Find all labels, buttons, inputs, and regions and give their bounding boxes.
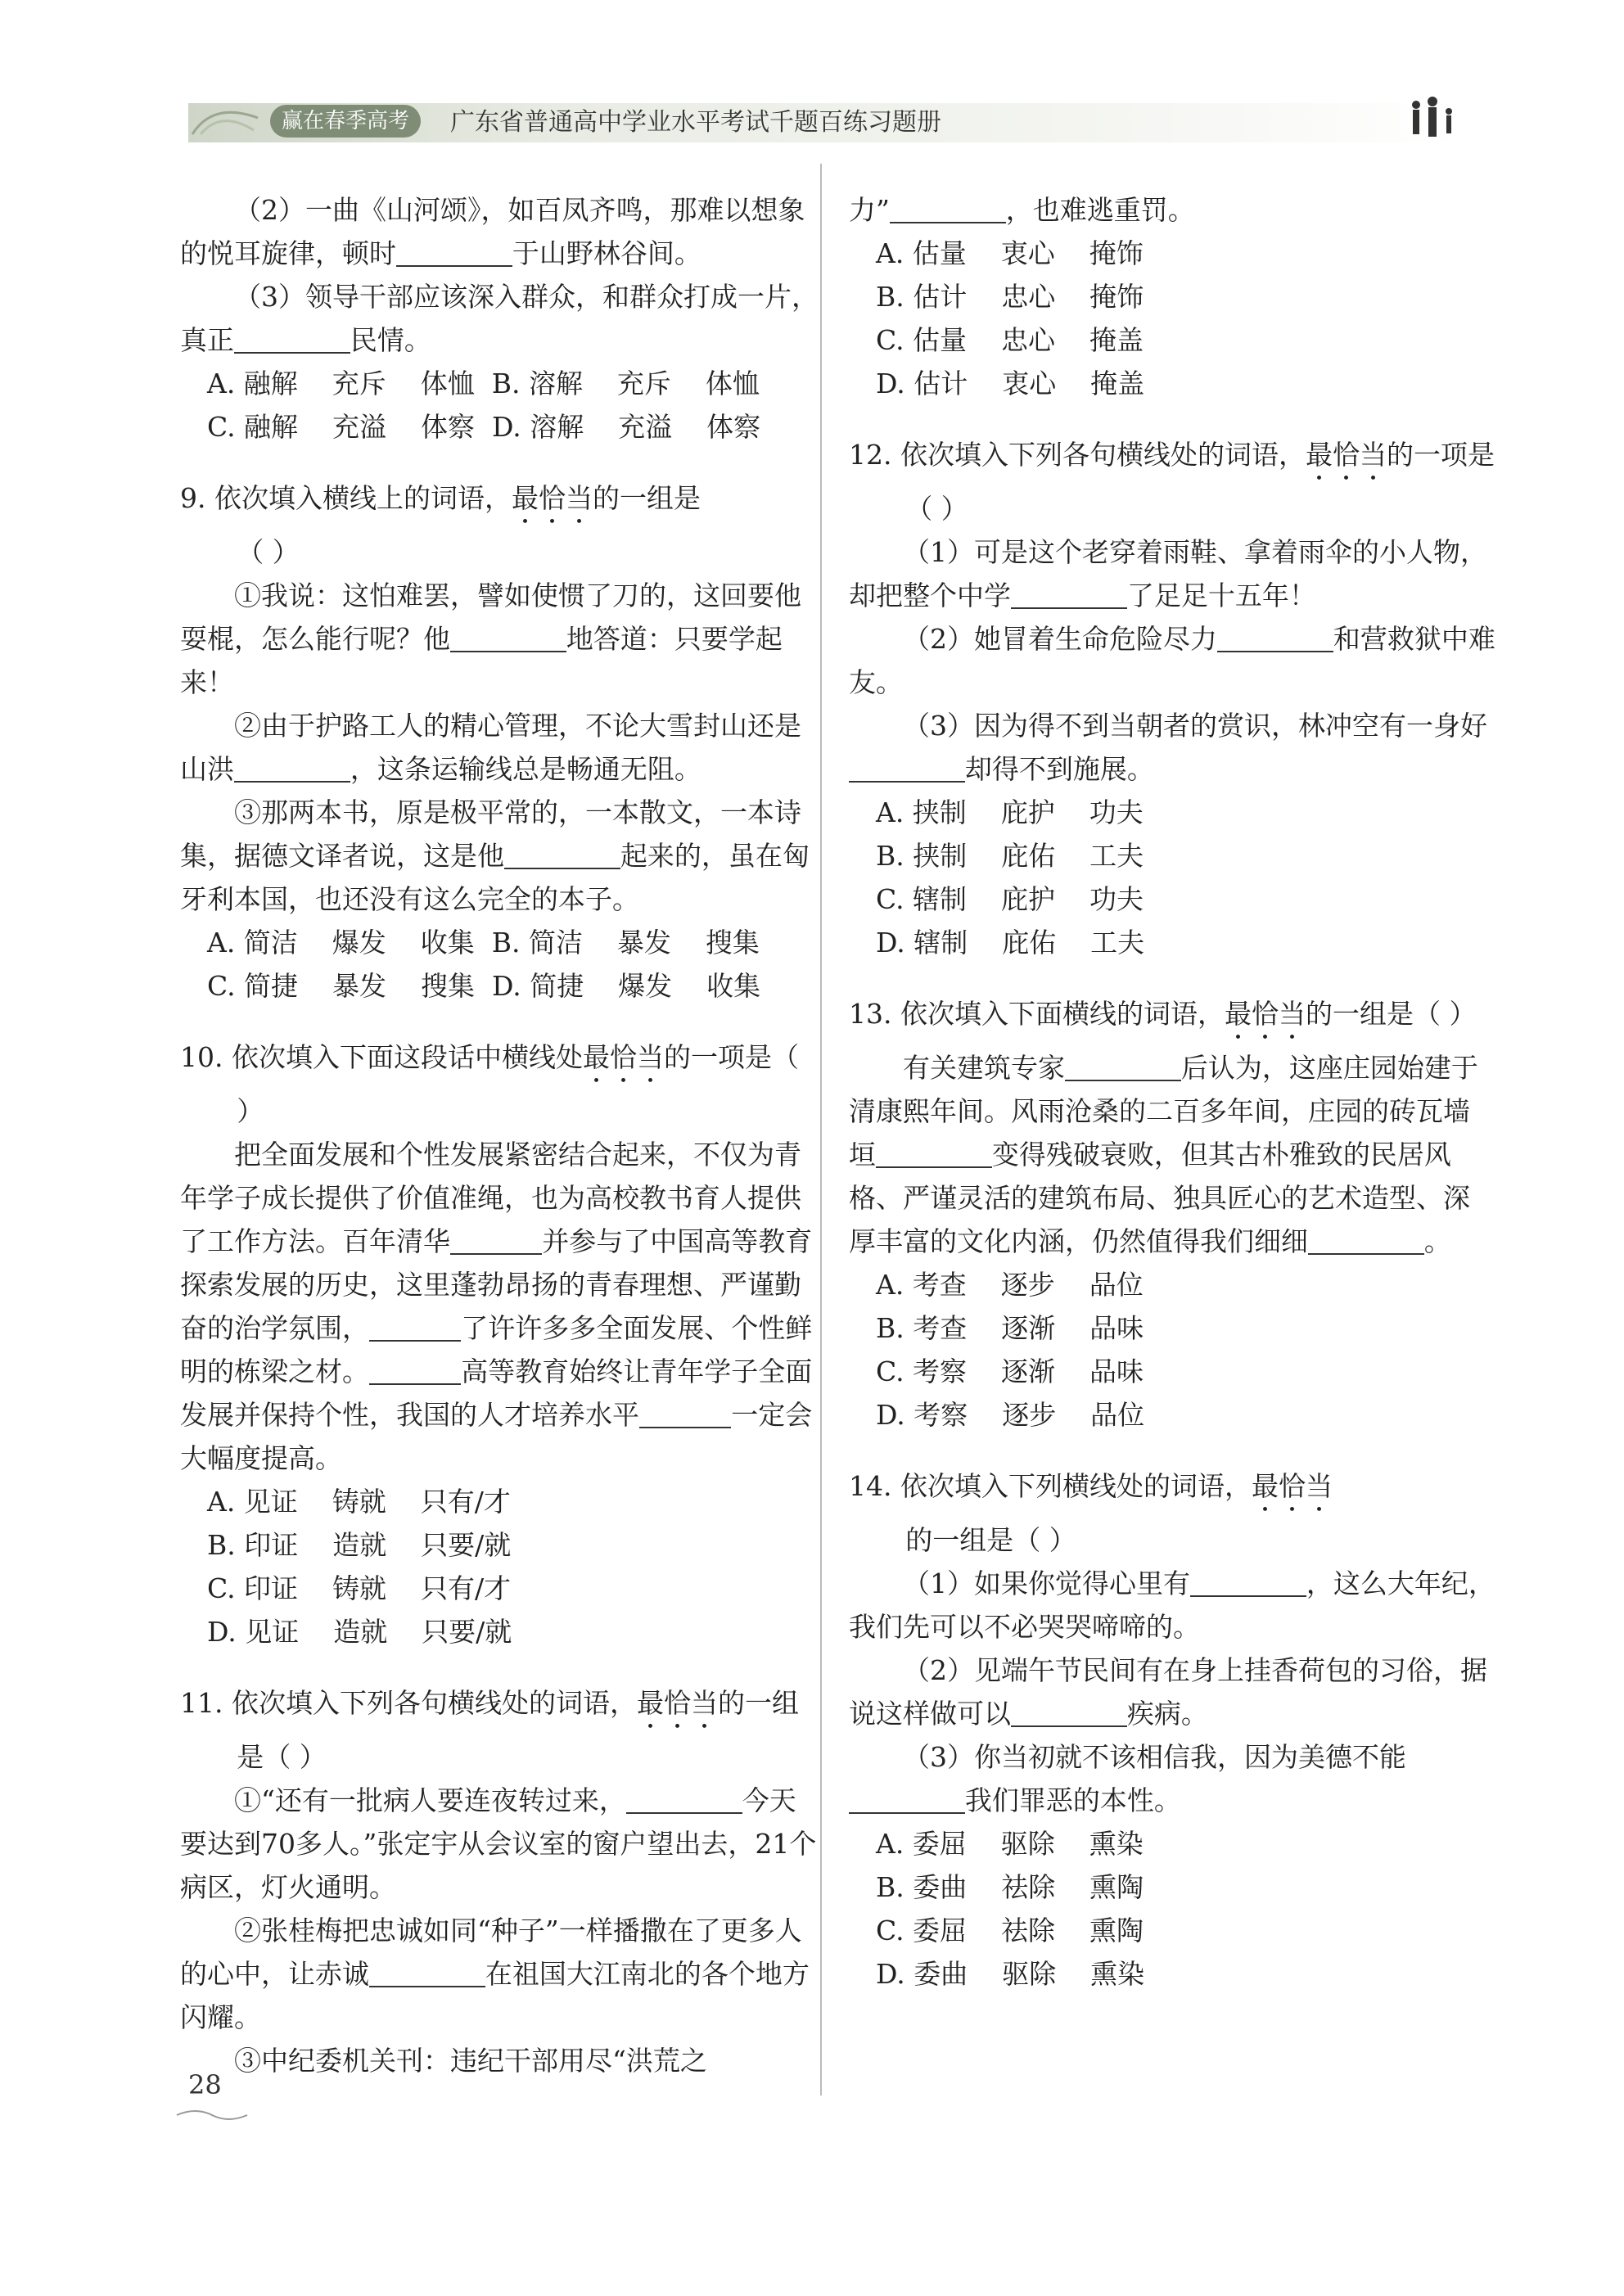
column-divider: [820, 164, 822, 2095]
q12-option-c: C. 辖制 庇护 功夫: [876, 883, 1144, 915]
page-header: [188, 97, 1465, 142]
q14-sentence-1: （1）如果你觉得心里有 ，这么大年纪，我们先可以不必哭哭啼啼的。: [849, 1568, 1495, 1643]
q13-stem: 13. 依次填入下面横线的词语，最恰当的一组是（ ）: [849, 998, 1477, 1030]
q13-passage: 有关建筑专家 后认为，这座庄园始建于清康熙年间。风雨沧桑的二百多年间，庄园的砖瓦墙垣 变得残破衰败，但其古朴雅致的民居风格、严谨灵活的建筑布局、独具匠心的艺术造型、深厚丰富的文化内涵，仍然值得我们细细 。: [849, 1052, 1478, 1257]
q14-sentence-2: （2）见端午节民间有在身上挂香荷包的习俗，据说这样做可以 疾病。: [849, 1654, 1487, 1730]
header-badge: 赢在春季高考: [270, 105, 421, 138]
q14-option-d: D. 委曲 驱除 熏染: [876, 1958, 1145, 1990]
q11-sentence-2: ②张桂梅把忠诚如同“种子”一样播撒在了更多人的心中，让赤诚 在祖国大江南北的各个地方闪耀。: [180, 1915, 810, 2033]
q12-sentence-1: （1）可是这个老穿着雨鞋、拿着雨伞的小人物，却把整个中学 了足足十五年！: [849, 536, 1487, 611]
q10-option-b: B. 印证 造就 只要/就: [207, 1529, 512, 1561]
q12-option-a: A. 挟制 庇护 功夫: [876, 796, 1144, 828]
q8-options-cd: C. 融解 充溢 体察 D. 溶解 充溢 体察: [207, 411, 761, 443]
q13-option-d: D. 考察 逐步 品位: [876, 1399, 1145, 1431]
q14-sentence-3: （3）你当初就不该相信我，因为美德不能我们罪恶的本性。: [849, 1735, 1495, 1822]
q12-stem: 12. 依次填入下列各句横线处的词语，最恰当的一项是（ ）: [849, 439, 1495, 525]
q11-sentence-3: ③中纪委机关刊：违纪干部用尽“洪荒之: [234, 2045, 707, 2077]
q11-option-c: C. 估量 忠心 掩盖: [876, 324, 1144, 356]
q9-options-ab: A. 简洁 爆发 收集 B. 简洁 暴发 搜集: [207, 927, 760, 959]
q8-options-ab: A. 融解 充斥 体恤 B. 溶解 充斥 体恤: [207, 368, 760, 399]
q9-sentence-1: ①我说：这怕难罢，譬如使惯了刀的，这回要他耍棍，怎么能行呢？他 地答道：只要学起来！: [180, 580, 801, 698]
q11-continuation: 力” ，也难逃重罚。: [849, 194, 1195, 226]
q11-option-d: D. 估计 衷心 掩盖: [876, 368, 1145, 399]
q12-option-d: D. 辖制 庇佑 工夫: [876, 927, 1145, 959]
q13-option-b: B. 考查 逐渐 品味: [876, 1312, 1144, 1344]
header-title: 广东省普通高中学业水平考试千题百练习题册: [450, 108, 941, 137]
q13-option-c: C. 考察 逐渐 品味: [876, 1355, 1144, 1387]
q9-options-cd: C. 简捷 暴发 搜集 D. 简捷 爆发 收集: [207, 970, 761, 1002]
q12-sentence-3: （3）因为得不到当朝者的赏识，林冲空有一身好却得不到施展。: [849, 704, 1495, 791]
q13-option-a: A. 考查 逐步 品位: [876, 1269, 1144, 1301]
leaves-icon: [188, 93, 262, 142]
q10-option-d: D. 见证 造就 只要/就: [207, 1616, 512, 1648]
q14-option-a: A. 委屈 驱除 熏染: [876, 1828, 1144, 1860]
q14-option-c: C. 委屈 祛除 熏陶: [876, 1915, 1144, 1946]
q8-item-3: （3）领导干部应该深入群众，和群众打成一片，真正 民情。: [180, 281, 819, 356]
left-column: [180, 188, 819, 2082]
q11-stem: 11. 依次填入下列各句横线处的词语，最恰当的一组是（ ）: [180, 1687, 799, 1773]
q10-stem: 10. 依次填入下面这段话中横线处最恰当的一项是（ ）: [180, 1041, 799, 1127]
q10-option-c: C. 印证 铸就 只有/才: [207, 1572, 512, 1604]
q10-passage: 把全面发展和个性发展紧密结合起来，不仅为青年学子成长提供了价值准绳，也为高校教书育人提供了工作方法。百年清华 并参与了中国高等教育探索发展的历史，这里蓬勃昂扬的青春理想、严谨勤奋的治学氛围， 了许许多多全面发展、个性鲜明的栋梁之材。 高等教育始终让青年学子全面发展并保持个性，我国的人才培养水平 一定会大幅度提高。: [180, 1139, 813, 1474]
q9-sentence-3: ③那两本书，原是极平常的，一本散文，一本诗集，据德文译者说，这是他 起来的，虽在匈牙利本国，也还没有这么完全的本子。: [180, 796, 810, 915]
q11-option-b: B. 估计 忠心 掩饰: [876, 281, 1144, 313]
q9-sentence-2: ②由于护路工人的精心管理，不论大雪封山还是山洪 ，这条运输线总是畅通无阻。: [180, 710, 801, 785]
right-column: [849, 188, 1495, 1996]
q9-stem: 9. 依次填入横线上的词语，最恰当的一组是 （ ）: [180, 482, 701, 568]
q11-option-a: A. 估量 衷心 掩饰: [876, 237, 1144, 269]
footer-ornament-icon: [175, 2105, 249, 2122]
q8-item-2: （2）一曲《山河颂》，如百凤齐鸣，那难以想象的悦耳旋律，顿时 于山野林谷间。: [180, 194, 805, 269]
q12-option-b: B. 挟制 庇佑 工夫: [876, 840, 1144, 872]
q12-sentence-2: （2）她冒着生命危险尽力 和营救狱中难友。: [849, 623, 1495, 698]
q10-option-a: A. 见证 铸就 只有/才: [207, 1486, 511, 1518]
q14-stem: 14. 依次填入下列横线处的词语，最恰当的一组是（ ）: [849, 1470, 1333, 1556]
q14-option-b: B. 委曲 祛除 熏陶: [876, 1871, 1144, 1903]
page-number: 28: [188, 2069, 222, 2100]
q11-sentence-1: ①“还有一批病人要连夜转过来， 今天要达到70多人。”张定宇从会议室的窗户望出去，21个病区，灯火通明。: [180, 1784, 817, 1903]
family-figures-icon: [1400, 93, 1465, 142]
